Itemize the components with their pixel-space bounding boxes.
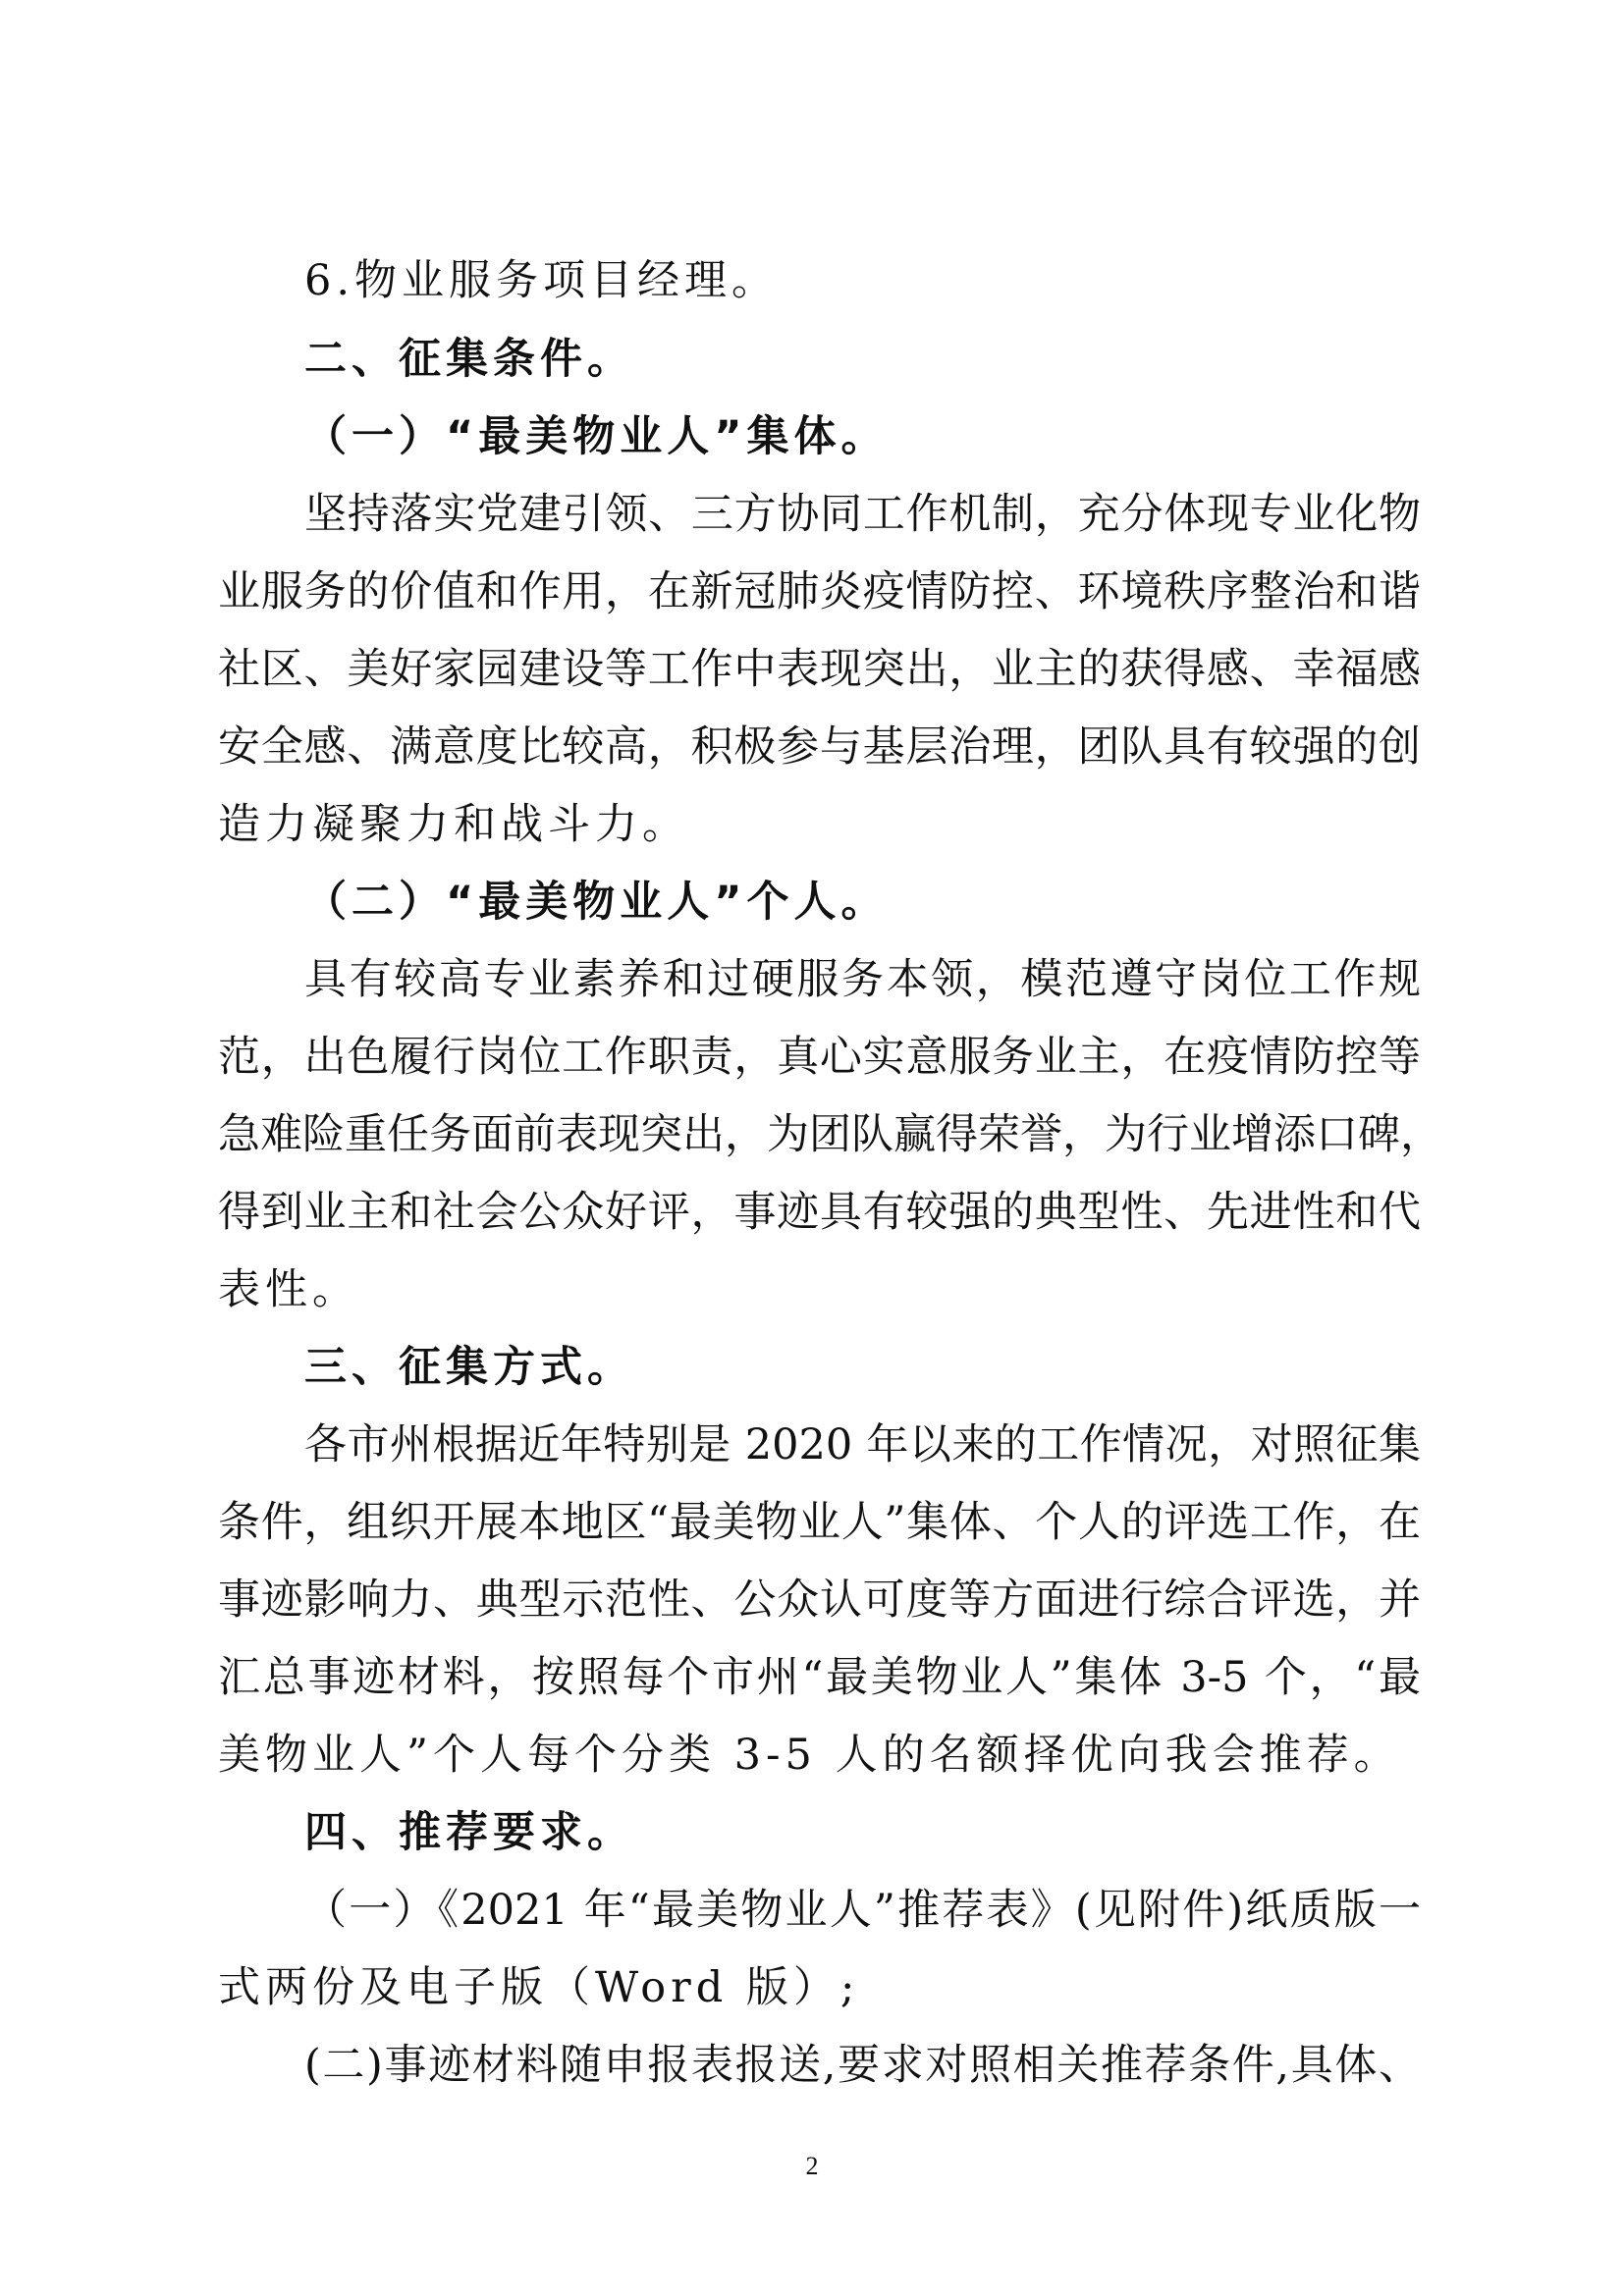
paragraph-line: 具有较高专业素养和过硬服务本领，模范遵守岗位工作规	[304, 955, 1421, 1004]
paragraph-line: 美物业人”个人每个分类 3-5 人的名额择优向我会推荐。	[218, 1731, 1401, 1780]
paragraph-line: 各市州根据近年特别是 2020 年以来的工作情况，对照征集	[304, 1420, 1421, 1469]
paragraph-line: 范，出色履行岗位工作职责，真心实意服务业主，在疫情防控等	[218, 1033, 1421, 1082]
paragraph-line: 式两份及电子版（Word 版）;	[218, 1963, 860, 2012]
paragraph-line: 条件，组织开展本地区“最美物业人”集体、个人的评选工作，在	[218, 1498, 1421, 1547]
subsection-heading-collective: （一）“最美物业人”集体。	[304, 412, 889, 461]
paragraph-line: 得到业主和社会公众好评，事迹具有较强的典型性、先进性和代	[218, 1188, 1421, 1237]
page-number: 2	[805, 2152, 819, 2180]
paragraph-line: 急难险重任务面前表现突出，为团队赢得荣誉，为行业增添口碑，	[218, 1110, 1442, 1159]
paragraph-line: 造力凝聚力和战斗力。	[218, 800, 689, 849]
list-item-project-manager: 6.物业服务项目经理。	[304, 256, 780, 305]
section-heading-4: 四、推荐要求。	[304, 1808, 634, 1857]
paragraph-line: 事迹影响力、典型示范性、公众认可度等方面进行综合评选，并	[218, 1575, 1421, 1625]
paragraph-line: 安全感、满意度比较高，积极参与基层治理，团队具有较强的创	[218, 722, 1421, 772]
paragraph-line: （一）《2021 年“最美物业人”推荐表》(见附件)纸质版一	[304, 1886, 1421, 1935]
paragraph-line: 坚持落实党建引领、三方协同工作机制，充分体现专业化物	[304, 490, 1421, 539]
section-heading-2: 二、征集条件。	[304, 335, 634, 384]
paragraph-line: 社区、美好家园建设等工作中表现突出，业主的获得感、幸福感	[218, 645, 1421, 694]
paragraph-line: 表性。	[218, 1265, 359, 1314]
subsection-heading-individual: （二）“最美物业人”个人。	[304, 878, 889, 927]
paragraph-line: 汇总事迹材料，按照每个市州“最美物业人”集体 3-5 个，“最	[218, 1653, 1421, 1702]
section-heading-3: 三、征集方式。	[304, 1343, 634, 1392]
paragraph-line: 业服务的价值和作用，在新冠肺炎疫情防控、环境秩序整治和谐	[218, 567, 1421, 616]
paragraph-line: (二)事迹材料随申报表报送,要求对照相关推荐条件,具体、	[304, 2041, 1421, 2090]
